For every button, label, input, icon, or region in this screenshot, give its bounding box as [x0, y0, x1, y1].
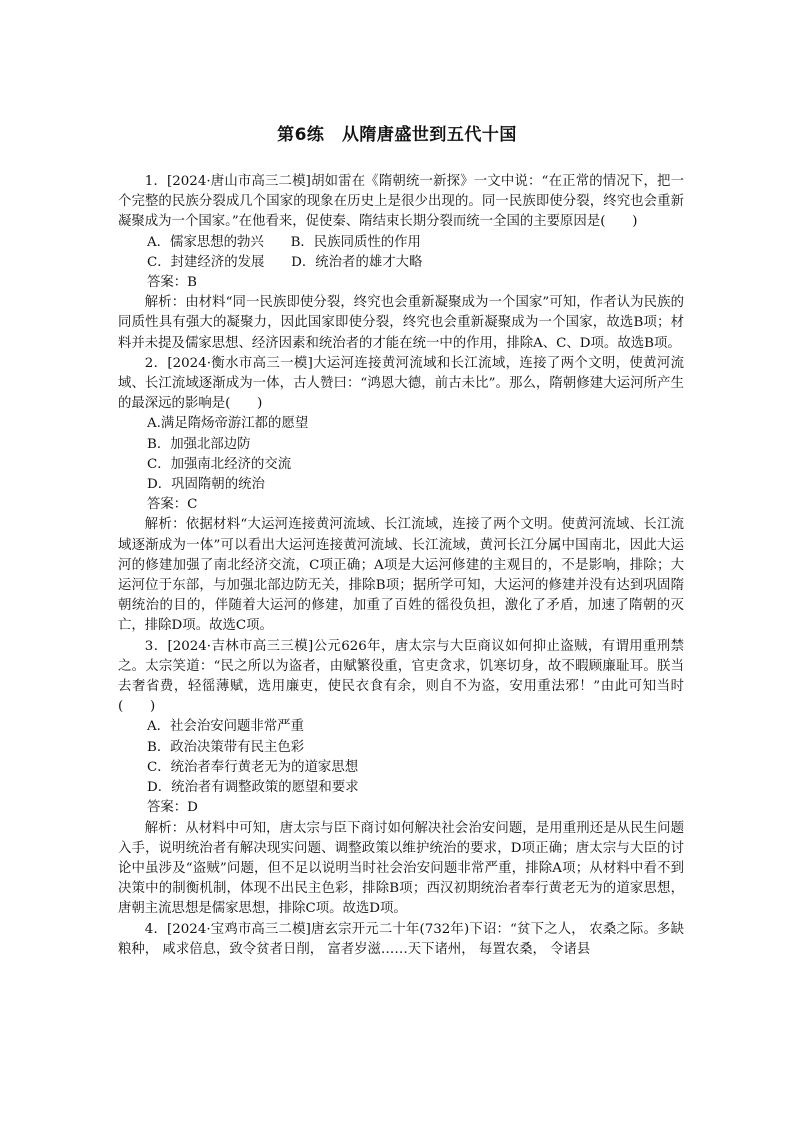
- question-1-options-row-2: C．封建经济的发展 D．统治者的雄才大略: [147, 254, 423, 270]
- question-3-option-d: D．统治者有调整政策的愿望和要求: [147, 780, 359, 796]
- question-2-option-c: C．加强南北经济的交流: [147, 456, 292, 472]
- question-3-option-c: C．统治者奉行黄老无为的道家思想: [147, 759, 359, 775]
- question-2-stem: 2．[2024·衡水市高三一模]大运河连接黄河流域和长江流域，连接了两个文明，使黄河流域、长江流域逐渐成为一体，古人赞曰：“鸿恩大德，前古未比”。那么，隋朝修建大运河所产生的最深远的影响是( ): [118, 355, 684, 412]
- question-3-analysis: 解析：从材料中可知，唐太宗与臣下商讨如何解决社会治安问题，是用重刑还是从民生问题入手，说明统治者有解决现实问题、调整政策以维护统治的要求，D项正确；唐太宗与大臣的讨论中虽涉及“盗贼”问题，但不足以说明当时社会治安问题非常严重，排除A项；从材料中看不到决策中的制衡机制，体现不出民主色彩，排除B项；西汉初期统治者奉行黄老无为的道家思想，唐朝主流思想是儒家思想，排除C项。故选D项。: [118, 820, 684, 917]
- question-2-answer: 答案：C: [147, 497, 198, 513]
- question-2-option-a: A.满足隋炀帝游江都的愿望: [147, 416, 309, 432]
- question-1-stem: 1．[2024·唐山市高三二模]胡如雷在《隋朝统一新探》一文中说：“在正常的情况下，把一个完整的民族分裂成几个国家的现象在历史上是很少出现的。同一民族即使分裂，终究也会重新凝聚成为一个国家。”在他看来，促使秦、隋结束长期分裂而统一全国的主要原因是( ): [118, 174, 684, 230]
- question-2-option-d: D．巩固隋朝的统治: [147, 477, 265, 493]
- question-3-option-a: A．社会治安问题非常严重: [147, 719, 304, 735]
- question-3-option-b: B．政治决策带有民主色彩: [147, 739, 305, 755]
- page-title: 第6练 从隋唐盛世到五代十国: [277, 125, 517, 145]
- question-4-stem: 4．[2024·宝鸡市高三二模]唐玄宗开元二十年(732年)下诏：“贫下之人， 农桑之际。多缺粮种， 咸求倍息，致令贫者日削， 富者岁滋……天下诸州， 每置农桑， 令诸县: [118, 921, 684, 957]
- question-2-analysis: 解析：依据材料“大运河连接黄河流域、长江流域，连接了两个文明。使黄河流域、长江流域逐渐成为一体”可以看出大运河连接黄河流域、长江流域，黄河长江分属中国南北，因此大运河的修建加强了南北经济交流，C项正确；A项是大运河修建的主观目的，不是影响，排除；大运河位于东部，与加强北部边防无关，排除B项；据所学可知，大运河的修建并没有达到巩固隋朝统治的目的，伴随着大运河的修建，加重了百姓的徭役负担，激化了矛盾，加速了隋朝的灭亡，排除D项。故选C项。: [118, 517, 684, 634]
- question-1-analysis: 解析：由材料“同一民族即使分裂，终究也会重新凝聚成为一个国家”可知，作者认为民族的同质性具有强大的凝聚力，因此国家即使分裂，终究也会重新凝聚成为一个国家，故选B项；材料并未提及儒家思想、经济因素和统治者的才能在统一中的作用，排除A、C、D项。故选B项。: [118, 295, 684, 351]
- document-body: [118, 172, 684, 960]
- question-3-stem: 3．[2024·吉林市高三三模]公元626年，唐太宗与大臣商议如何抑止盗贼，有谓用重刑禁之。太宗笑道：“民之所以为盗者，由赋繁役重，官吏贪求，饥寒切身，故不暇顾廉耻耳。朕当去奢省费，轻徭薄赋，选用廉吏，使民衣食有余，则自不为盗，安用重法邪！”由此可知当时( ): [118, 638, 684, 715]
- question-3-answer: 答案：D: [147, 800, 198, 816]
- question-2-option-b: B．加强北部边防: [147, 436, 251, 452]
- question-1-answer: 答案：B: [147, 275, 198, 291]
- question-1-options-row-1: A．儒家思想的勃兴 B．民族同质性的作用: [147, 234, 421, 250]
